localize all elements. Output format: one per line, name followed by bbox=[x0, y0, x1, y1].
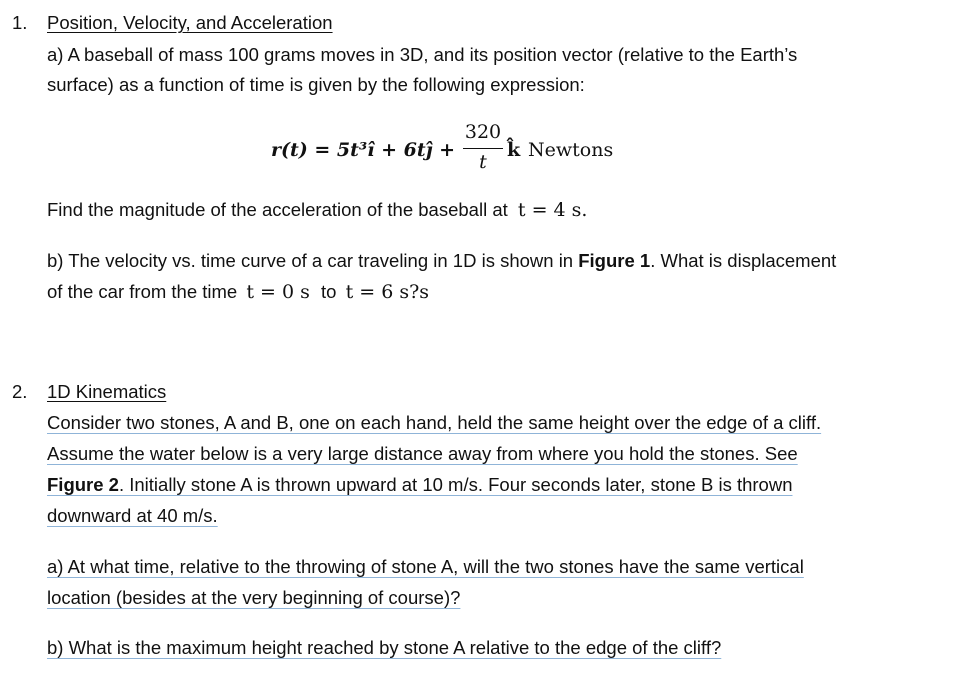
q1b-math-start: t = 0 s bbox=[246, 281, 310, 303]
q2-title: 1D Kinematics bbox=[47, 381, 167, 402]
q1a-line1: a) A baseball of mass 100 grams moves in 3D, and its position vector (relative to the Earth’s bbox=[47, 44, 798, 65]
q2b-line1: b) What is the maximum height reached by stone A relative to the edge of the cliff? bbox=[47, 637, 722, 658]
q2-line1: Consider two stones, A and B, one on each hand, held the same height over the edge of a cliff. bbox=[47, 412, 822, 433]
q1b-line1 bbox=[47, 250, 836, 272]
q1b-line1-pre: b) The velocity vs. time curve of a car traveling in 1D is shown in bbox=[47, 250, 579, 271]
q1b-line2 bbox=[47, 281, 429, 303]
q2-number: 2. bbox=[12, 381, 28, 402]
fraction-bar bbox=[463, 148, 503, 149]
q1a-line2: surface) as a function of time is given by the following expression: bbox=[47, 74, 585, 95]
q2a-line2: location (besides at the very beginning of course)? bbox=[47, 587, 461, 608]
fraction-numerator: 320 bbox=[464, 121, 502, 143]
figure1-ref: Figure 1 bbox=[578, 250, 651, 271]
q1b-line1-post: . What is displacement bbox=[650, 250, 837, 271]
q2a-line1: a) At what time, relative to the throwing of stone A, will the two stones have the same vertical bbox=[47, 556, 804, 577]
q2-line3-post: . Initially stone A is thrown upward at 10 m/s. Four seconds later, stone B is thrown bbox=[118, 474, 793, 495]
q1b-to: to bbox=[321, 281, 337, 302]
q1a-find bbox=[47, 199, 587, 221]
q2-line4: downward at 40 m/s. bbox=[47, 505, 218, 526]
figure2-ref: Figure 2 bbox=[47, 474, 119, 495]
q1b-math-end: t = 6 s?s bbox=[345, 281, 430, 303]
q2-line3 bbox=[47, 474, 793, 496]
equation-lhs: r(t) = 5t³î + 6tĵ + bbox=[271, 139, 456, 161]
k-unit-vector: k̂ bbox=[507, 139, 521, 161]
q1a-find-text: Find the magnitude of the acceleration of the baseball at bbox=[47, 199, 508, 220]
q1a-find-math: t = 4 s. bbox=[517, 199, 588, 221]
q1-number: 1. bbox=[12, 12, 28, 33]
q2-line2: Assume the water below is a very large distance away from where you hold the stones. See bbox=[47, 443, 798, 464]
fraction-denominator: t bbox=[479, 151, 487, 173]
q1-title: Position, Velocity, and Acceleration bbox=[47, 12, 333, 33]
q1b-line2-pre: of the car from the time bbox=[47, 281, 238, 302]
equation-unit: Newtons bbox=[528, 139, 614, 161]
